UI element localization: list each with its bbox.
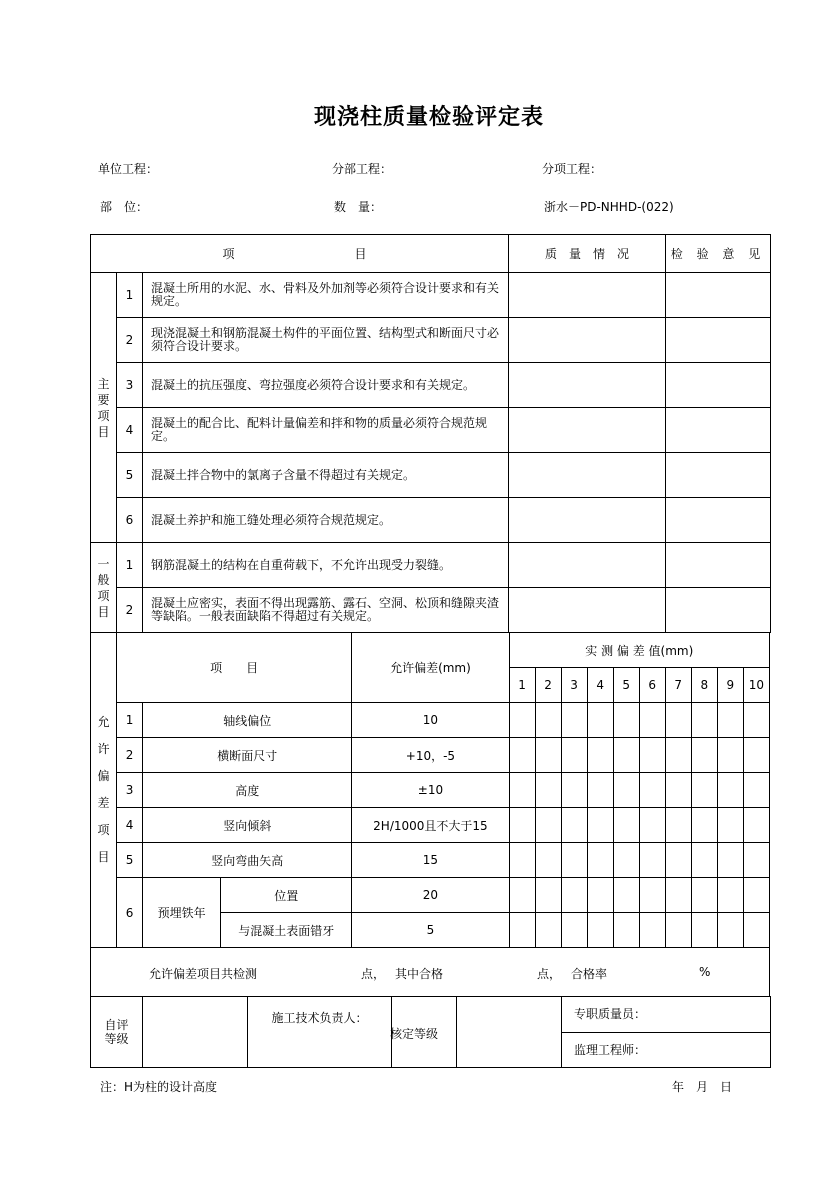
measured-cell[interactable] [717, 913, 743, 948]
qa-officer-label: 专职质量员： [562, 997, 771, 1033]
opinion-cell[interactable] [666, 453, 771, 498]
table-row [91, 703, 770, 738]
measured-cell[interactable] [743, 773, 769, 808]
summary-points-label: 点， [361, 967, 386, 981]
measured-cell[interactable] [691, 913, 717, 948]
form-code: 浙水－PD-NHHD-(022) [544, 200, 674, 214]
measured-cell[interactable] [587, 738, 613, 773]
item-project-label: 分项工程： [542, 162, 603, 176]
measured-cell[interactable] [717, 773, 743, 808]
measured-cell[interactable] [613, 703, 639, 738]
measured-cell[interactable] [613, 738, 639, 773]
tolerance-item-name: 竖向倾斜 [143, 808, 352, 843]
measured-cell[interactable] [587, 913, 613, 948]
opinion-cell[interactable] [666, 408, 771, 453]
summary-total-label: 允许偏差项目共检测 [149, 967, 258, 981]
approved-grade-cell[interactable] [457, 997, 562, 1068]
measured-cell[interactable] [509, 878, 535, 913]
measured-cell[interactable] [613, 773, 639, 808]
tolerance-header-row [91, 633, 770, 668]
item-text: 混凝土养护和施工缝处理必须符合规范规定。 [143, 498, 509, 543]
row-number: 1 [117, 273, 143, 318]
tolerance-item-name: 与混凝土表面错牙 [221, 913, 352, 948]
table-row [91, 878, 770, 913]
row-number: 2 [117, 588, 143, 633]
division-project-label: 分部工程： [332, 162, 393, 176]
quality-cell[interactable] [509, 498, 666, 543]
measured-cell[interactable] [639, 773, 665, 808]
measured-cell[interactable] [639, 738, 665, 773]
footnote: 注：H为柱的设计高度 [100, 1080, 218, 1094]
quantity-label: 数 量： [334, 200, 383, 214]
location-label: 部 位： [100, 200, 149, 214]
supervisor-label: 监理工程师： [562, 1033, 771, 1068]
measured-cell[interactable] [535, 913, 561, 948]
measured-cell[interactable] [613, 913, 639, 948]
table-row [91, 773, 770, 808]
quality-cell[interactable] [509, 273, 666, 318]
quality-cell[interactable] [509, 588, 666, 633]
row-number: 6 [117, 498, 143, 543]
unit-project-label: 单位工程： [98, 162, 159, 176]
opinion-cell[interactable] [666, 363, 771, 408]
point-number: 3 [561, 668, 587, 703]
table-row [91, 498, 771, 543]
measured-cell[interactable] [639, 843, 665, 878]
measured-cell[interactable] [535, 878, 561, 913]
allowed-deviation: ±10 [352, 773, 509, 808]
opinion-cell[interactable] [666, 498, 771, 543]
date-label: 年 月 日 [672, 1080, 733, 1094]
table-row [91, 588, 771, 633]
col-opinion-header: 检 验 意 见 [666, 235, 771, 273]
tolerance-item-name: 轴线偏位 [143, 703, 352, 738]
table-row [91, 843, 770, 878]
tolerance-group-name: 预埋铁年 [143, 878, 221, 948]
row-number: 5 [117, 453, 143, 498]
table-row [91, 408, 771, 453]
item-text: 混凝土的抗压强度、弯拉强度必须符合设计要求和有关规定。 [143, 363, 509, 408]
point-number: 7 [665, 668, 691, 703]
allowed-deviation: 5 [352, 913, 509, 948]
allowed-deviation: 2H/1000且不大于15 [352, 808, 509, 843]
general-items-label: 一般项目 [91, 543, 117, 633]
point-number: 10 [743, 668, 769, 703]
tolerance-item-name: 竖向弯曲矢高 [143, 843, 352, 878]
summary-rate-label: 合格率 [571, 967, 608, 981]
measured-cell[interactable] [613, 843, 639, 878]
point-number: 1 [509, 668, 535, 703]
measured-cell[interactable] [509, 843, 535, 878]
measured-cell[interactable] [665, 878, 691, 913]
point-number: 9 [717, 668, 743, 703]
measured-cell[interactable] [743, 878, 769, 913]
allowed-deviation: 20 [352, 878, 509, 913]
measured-cell[interactable] [665, 773, 691, 808]
measured-cell[interactable] [743, 808, 769, 843]
point-number: 8 [691, 668, 717, 703]
measured-cell[interactable] [717, 808, 743, 843]
measured-cell[interactable] [535, 843, 561, 878]
measured-cell[interactable] [561, 913, 587, 948]
col-allow-header: 允许偏差(mm) [352, 633, 509, 703]
measured-cell[interactable] [587, 878, 613, 913]
row-number: 1 [117, 703, 143, 738]
quality-cell[interactable] [509, 318, 666, 363]
quality-cell[interactable] [509, 453, 666, 498]
tolerance-items-label: 允许偏差项目 [91, 633, 117, 948]
measured-cell[interactable] [587, 773, 613, 808]
measured-cell[interactable] [743, 843, 769, 878]
row-number: 3 [117, 363, 143, 408]
measured-cell[interactable] [743, 738, 769, 773]
tolerance-item-name: 横断面尺寸 [143, 738, 352, 773]
measured-cell[interactable] [509, 738, 535, 773]
summary-row [90, 947, 770, 997]
point-number: 2 [535, 668, 561, 703]
item-text: 钢筋混凝土的结构在自重荷载下，不允许出现受力裂缝。 [143, 543, 509, 588]
measured-cell[interactable] [561, 738, 587, 773]
measured-cell[interactable] [639, 913, 665, 948]
measured-cell[interactable] [561, 878, 587, 913]
measured-cell[interactable] [535, 703, 561, 738]
main-items-label: 主要项目 [91, 273, 117, 543]
opinion-cell[interactable] [666, 588, 771, 633]
opinion-cell[interactable] [666, 273, 771, 318]
measured-cell[interactable] [561, 843, 587, 878]
measured-cell[interactable] [613, 808, 639, 843]
quality-cell[interactable] [509, 408, 666, 453]
measured-cell[interactable] [587, 808, 613, 843]
opinion-cell[interactable] [666, 318, 771, 363]
row-number: 3 [117, 773, 143, 808]
self-grade-label: 自评等级 [91, 997, 143, 1068]
col-measured-header: 实 测 偏 差 值(mm) [509, 633, 769, 668]
measured-cell[interactable] [691, 773, 717, 808]
allowed-deviation: +10，-5 [352, 738, 509, 773]
row-number: 4 [117, 408, 143, 453]
tolerance-item-name: 位置 [221, 878, 352, 913]
item-text: 混凝土拌合物中的氯离子含量不得超过有关规定。 [143, 453, 509, 498]
measured-cell[interactable] [743, 913, 769, 948]
page-title: 现浇柱质量检验评定表 [313, 105, 544, 130]
table-row [91, 453, 771, 498]
row-number: 6 [117, 878, 143, 948]
measured-cell[interactable] [509, 808, 535, 843]
measured-cell[interactable] [561, 773, 587, 808]
measured-cell[interactable] [665, 913, 691, 948]
item-text: 混凝土所用的水泥、水、骨料及外加剂等必须符合设计要求和有关规定。 [143, 273, 509, 318]
table-header-row [91, 235, 771, 273]
measured-cell[interactable] [561, 808, 587, 843]
measured-cell[interactable] [613, 878, 639, 913]
item-text: 现浇混凝土和钢筋混凝土构件的平面位置、结构型式和断面尺寸必须符合设计要求。 [143, 318, 509, 363]
measured-cell[interactable] [587, 703, 613, 738]
measured-cell[interactable] [561, 703, 587, 738]
quality-cell[interactable] [509, 543, 666, 588]
measured-cell[interactable] [691, 878, 717, 913]
point-number: 5 [613, 668, 639, 703]
table-row [91, 808, 770, 843]
table-row [91, 273, 771, 318]
measured-cell[interactable] [691, 843, 717, 878]
measured-cell[interactable] [743, 703, 769, 738]
row-number: 4 [117, 808, 143, 843]
measured-cell[interactable] [535, 738, 561, 773]
allowed-deviation: 10 [352, 703, 509, 738]
measured-cell[interactable] [691, 703, 717, 738]
measured-cell[interactable] [665, 738, 691, 773]
tolerance-item-name: 高度 [143, 773, 352, 808]
measured-cell[interactable] [509, 773, 535, 808]
percent-sign: % [699, 965, 711, 979]
point-number: 4 [587, 668, 613, 703]
measured-cell[interactable] [665, 808, 691, 843]
measured-cell[interactable] [535, 808, 561, 843]
item-text: 混凝土的配合比、配料计量偏差和拌和物的质量必须符合规范规定。 [143, 408, 509, 453]
point-number: 6 [639, 668, 665, 703]
measured-cell[interactable] [717, 843, 743, 878]
opinion-cell[interactable] [666, 543, 771, 588]
measured-cell[interactable] [639, 703, 665, 738]
table-row [91, 363, 771, 408]
measured-cell[interactable] [665, 703, 691, 738]
table-row [91, 318, 771, 363]
measured-cell[interactable] [639, 878, 665, 913]
summary-passed-label: 其中合格 [395, 967, 444, 981]
row-number: 2 [117, 318, 143, 363]
measured-cell[interactable] [665, 843, 691, 878]
measured-cell[interactable] [535, 773, 561, 808]
measured-cell[interactable] [691, 738, 717, 773]
measured-cell[interactable] [509, 703, 535, 738]
measured-cell[interactable] [717, 738, 743, 773]
col-item-header: 项 目 [117, 633, 352, 703]
summary-points-label-2: 点， [537, 967, 562, 981]
allowed-deviation: 15 [352, 843, 509, 878]
measured-cell[interactable] [691, 808, 717, 843]
measured-cell[interactable] [717, 878, 743, 913]
approved-grade-label: 核定等级 [390, 1027, 439, 1041]
tolerance-table [90, 632, 770, 948]
item-text: 混凝土应密实，表面不得出现露筋、露石、空洞、松顶和缝隙夹渣等缺陷。一般表面缺陷不得超过有关规定。 [143, 588, 509, 633]
row-number: 2 [117, 738, 143, 773]
quality-cell[interactable] [509, 363, 666, 408]
measured-cell[interactable] [639, 808, 665, 843]
tech-lead-label: 施工技术负责人： [248, 997, 392, 1068]
row-number: 5 [117, 843, 143, 878]
measured-cell[interactable] [509, 913, 535, 948]
measured-cell[interactable] [717, 703, 743, 738]
inspection-items-table [90, 234, 771, 633]
table-row [91, 738, 770, 773]
self-grade-cell[interactable] [143, 997, 248, 1068]
row-number: 1 [117, 543, 143, 588]
measured-cell[interactable] [587, 843, 613, 878]
table-row [91, 543, 771, 588]
col-quality-header: 质 量 情 况 [509, 235, 666, 273]
col-item-header: 项 目 [91, 235, 509, 273]
